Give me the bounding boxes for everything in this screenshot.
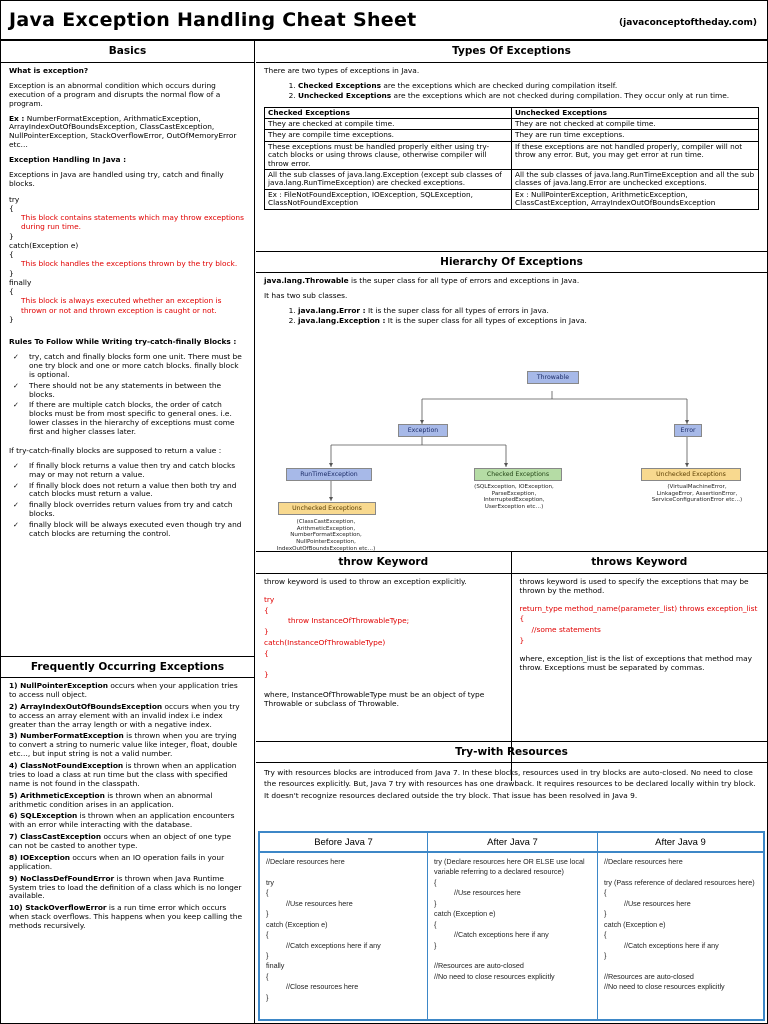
list-item: 2) ArrayIndexOutOfBoundsException occurs when you try to access an array element with an invalid index i.e index greater than the array length or with a negative index. (9, 701, 240, 729)
hierarchy-list (298, 307, 759, 326)
throw-title: throw Keyword (256, 552, 511, 574)
throws-title: throws Keyword (512, 552, 768, 574)
basics-p2: Exceptions in Java are handled using try, catch and finally blocks. (9, 169, 224, 188)
hierarchy-p1: java.lang.Throwable is the super class for all type of errors and exceptions in Java. (264, 276, 580, 285)
list-item: ✓ finally block overrides return values from try and catch blocks. (9, 501, 246, 519)
node-unchecked-runtime: Unchecked Exceptions (278, 502, 376, 515)
basics-title: Basics (1, 41, 254, 63)
basics-q1: What is exception? (9, 66, 89, 75)
throw-code: try { throw InstanceOfThrowableType; } catch(InstanceOfThrowableType) { } (264, 594, 410, 680)
throw-p2: where, InstanceOfThrowableType must be an object of type Throwable or subclass of Throwable. (264, 689, 485, 708)
node-error: Error (674, 424, 702, 437)
list-item: 1. Checked Exceptions are the exceptions which are checked during compilation itself. (298, 82, 759, 91)
list-item: 5) ArithmeticException is thrown when an abnormal arithmetic condition arises in an application. (9, 790, 213, 809)
table-header: Unchecked Exceptions (512, 107, 759, 118)
catch-body: This block handles the exceptions thrown by the try block. (21, 259, 238, 269)
basics-section (1, 41, 254, 653)
types-title: Types Of Exceptions (256, 41, 767, 63)
table-row (265, 119, 759, 130)
error-examples: (VirtualMachineError, LinkageError, AssertionError, ServiceConfigurationError etc…) (651, 484, 743, 504)
try-body: This block contains statements which may throw exceptions during run time. (21, 213, 244, 232)
list-item: 8) IOException occurs when an IO operation fails in your application. (9, 852, 225, 871)
twr-paragraph: Try with resources blocks are introduced from Java 7. In these blocks, resources used in try blocks are auto-closed. No need to close the resources explicitly. But, Java 7 try with resources has one drawback. It requires resources to be declared locally within try block. It doesn't recognize resources declared outside the try block. That issue has been resolved in Java 9. (264, 768, 756, 800)
table-cell: All the sub classes of java.lang.RunTimeException and all the sub classes of java.lang.Error are unchecked exceptions. (512, 169, 759, 189)
table-header: Checked Exceptions (265, 107, 512, 118)
table-row (265, 141, 759, 169)
right-column (256, 41, 767, 1023)
list-item: 10) StackOverflowError is a run time error which occurs when stack overflows. This happens when you keep calling the methods recursively. (9, 903, 243, 930)
frequent-exceptions-section (1, 656, 254, 1023)
basics-example: Ex : NumberFormatException, ArithmaticException, ArrayIndexOutOfBoundsException, ClassCastException, NullPointerException, StackOverflowError, OutOfMemoryError etc… (9, 113, 237, 150)
twr-comparison (258, 831, 765, 1021)
throws-p1: throws keyword is used to specify the exceptions that may be thrown by the method. (519, 577, 749, 595)
return-rules-list (9, 462, 246, 539)
try-catch-code: try { This block contains statements which may throw exceptions during run time. } catch(Exception e) { This block handles the exceptions thrown by the try block. } finally { This block is always executed whether an exception is thrown or not and thrown exception is caught or not. } (9, 195, 246, 325)
throws-code: return_type method_name(parameter_list) throws exception_list { //some statements } (519, 603, 758, 645)
basics-p1: Exception is an abnormal condition which occurs during execution of a program and disrupts the normal flow of a program. (9, 80, 221, 108)
table-cell: These exceptions must be handled properly either using try-catch blocks or using throws clause, otherwise compiler will throw error. (265, 141, 512, 169)
table-row (265, 130, 759, 141)
finally-body: This block is always executed whether an exception is thrown or not and thrown exception is caught or not. (21, 296, 222, 315)
table-cell: All the sub classes of java.lang.Exception (except sub classes of java.lang.RunTimeException) are checked exceptions. (265, 169, 512, 189)
list-item: 1) NullPointerException occurs when your application tries to access null object. (9, 681, 238, 699)
return-title: If try-catch-finally blocks are supposed to return a value : (9, 445, 222, 455)
site-name: (javaconceptoftheday.com) (619, 18, 757, 28)
node-throwable: Throwable (527, 371, 579, 384)
twr-col-before-java7: Before Java 7 //Declare resources here try { //Use resources here } catch (Exception e) { //Catch exceptions here if any } finally { //Close resources here } (260, 833, 428, 1019)
node-runtime: RunTimeException (286, 468, 372, 481)
list-item: ✓ If finally block returns a value then try and catch blocks may or may not return a value. (9, 462, 246, 480)
table-cell: They are run time exceptions. (512, 130, 759, 141)
types-table (264, 107, 759, 210)
left-column (1, 41, 255, 1023)
list-item: ✓ There should not be any statements in between the blocks. (9, 382, 246, 400)
table-cell: They are checked at compile time. (265, 119, 512, 130)
hierarchy-section (256, 251, 767, 551)
table-row (265, 189, 759, 209)
rules-title: Rules To Follow While Writing try-catch-finally Blocks : (9, 337, 237, 347)
types-list (298, 82, 759, 101)
throws-p2: where, exception_list is the list of exceptions that method may throw. Exceptions must be separated by commas. (519, 653, 752, 672)
list-item: 2. java.lang.Exception : It is the super class for all types of exceptions in Java. (298, 317, 759, 326)
rules-list (9, 353, 246, 437)
list-item: 2. Unchecked Exceptions are the exceptions which are not checked during compilation. They occur only at run time. (298, 92, 759, 101)
list-item: 3) NumberFormatException is thrown when you are trying to convert a string to numeric value like integer, float, double etc…, but input string is not a valid number. (9, 731, 238, 759)
node-checked: Checked Exceptions (474, 468, 562, 481)
table-row (265, 169, 759, 189)
list-item: 6) SQLException is thrown when an application encounters with an error while interacting with the database. (9, 811, 235, 830)
table-cell: Ex : FileNotFoundException, IOException, SQLException, ClassNotFoundException (265, 189, 512, 209)
list-item: 4) ClassNotFoundException is thrown when an application tries to load a class at run time but the class with specified name is not found in the classpath. (9, 761, 237, 788)
table-cell: If these exceptions are not handled properly, compiler will not throw any error. But, you may get error at run time. (512, 141, 759, 169)
checked-examples: (SQLException, IOException, ParseException, InterruptedException, UserException etc…) (474, 484, 554, 511)
list-item: ✓ If finally block does not return a value then both try and catch blocks must return a value. (9, 482, 246, 500)
page-title: Java Exception Handling Cheat Sheet (9, 9, 417, 31)
list-item: 9) NoClassDefFoundError is thrown when Java Runtime System tries to load the definition of a class which is no longer available. (9, 873, 242, 901)
frequent-title: Frequently Occurring Exceptions (1, 656, 254, 678)
basics-q2: Exception Handling In Java : (9, 155, 127, 164)
table-cell: They are compile time exceptions. (265, 130, 512, 141)
twr-title: Try-with Resources (256, 741, 767, 763)
hierarchy-p2: It has two sub classes. (264, 290, 348, 300)
list-item: 7) ClassCastException occurs when an object of one type can not be casted to another type. (9, 832, 232, 850)
list-item: ✓ If there are multiple catch blocks, the order of catch blocks must be from most specific to general ones. i.e. lower classes in the hierarchy of exceptions must come first and higher classes later. (9, 401, 246, 437)
list-item: 1. java.lang.Error : It is the super class for all types of errors in Java. (298, 307, 759, 316)
hierarchy-title: Hierarchy Of Exceptions (256, 251, 767, 273)
hierarchy-diagram (256, 351, 767, 551)
runtime-examples: (ClassCastException, ArithmeticException, NumberFormatException, NullPointerException, IndexOutOfBoundsException etc…) (276, 519, 376, 551)
node-exception: Exception (398, 424, 448, 437)
list-item: ✓ try, catch and finally blocks form one unit. There must be one try block and one or more catch blocks. finally block is optional. (9, 353, 246, 380)
twr-col-after-java9: After Java 9 //Declare resources here try (Pass reference of declared resources here) { //Use resources here } catch (Exception e) { //Catch exceptions here if any } //Resources are auto-closed //No need to close resources explicitly (598, 833, 763, 1019)
node-unchecked-error: Unchecked Exceptions (641, 468, 741, 481)
types-intro: There are two types of exceptions in Java. (264, 66, 420, 75)
list-item: ✓ finally block will be always executed even though try and catch blocks are returning the control. (9, 521, 246, 539)
twr-col-after-java7: After Java 7 try (Declare resources here OR ELSE use local variable referring to a declared resource) { //Use resources here } catch (Exception e) { //Catch exceptions here if any } //Resources are auto-closed //No need to close resources explicitly (428, 833, 598, 1019)
try-with-resources-section (256, 741, 767, 1023)
table-cell: Ex : NullPointerException, ArithmeticException, ClassCastException, ArrayIndexOutOfBoundsException (512, 189, 759, 209)
page-header (1, 1, 767, 41)
types-section (256, 41, 767, 251)
throw-p1: throw keyword is used to throw an exception explicitly. (264, 577, 467, 586)
table-cell: They are not checked at compile time. (512, 119, 759, 130)
